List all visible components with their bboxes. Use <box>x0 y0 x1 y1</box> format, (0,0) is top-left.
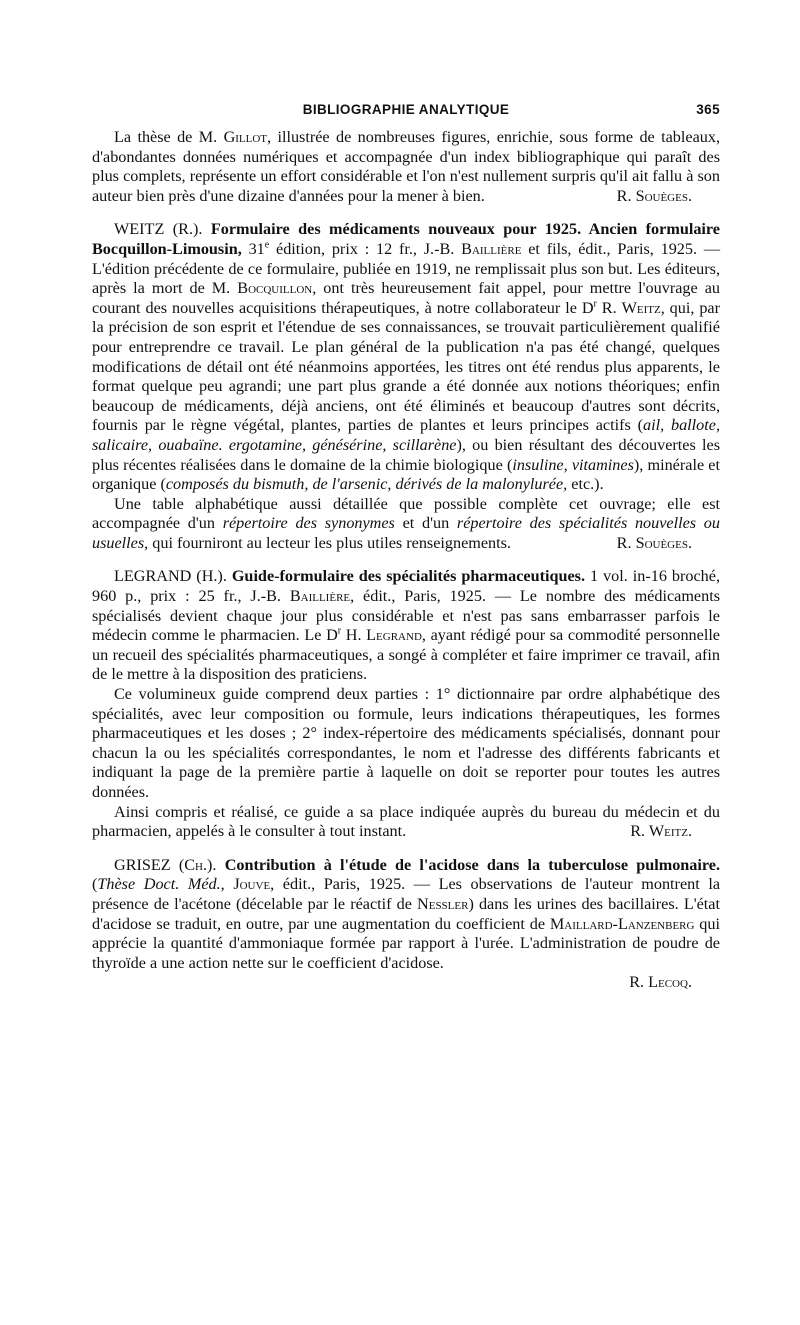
publisher-name: Baillière <box>289 587 351 606</box>
entry-title: Guide-formulaire des spécialités pharmaceutiques. <box>231 567 586 586</box>
review-legrand <box>92 567 720 841</box>
review-gillot <box>92 128 720 206</box>
publisher-name: Jouve <box>233 875 271 894</box>
review-paragraph: La thèse de M. Gillot, illustrée de nombreuses figures, enrichie, sous forme de tableaux, d'abondantes données numériques et accompagnée d'un index bibliographique qui paraît des plus complets, représente un effort considérable et l'on n'est nullement surpris qu'il ait fallu à son auteur bien près d'une dizaine d'années pour la mener à bien. R. Souèges. <box>92 128 720 205</box>
entry-title: Contribution à l'étude de l'acidose dans la tuberculose pulmonaire. <box>224 855 721 874</box>
review-paragraph: Ce volumineux guide comprend deux parties : 1° dictionnaire par ordre alphabétique des spécialités, avec leur composition ou formule, leurs indications thérapeutiques, les formes pharmaceutiques et les doses ; 2° index-répertoire des médicaments spécialisés, donnant pour chacun la ou les spécialités correspondantes, le nom et l'adresse des différents fabricants et indiquant la page de la première partie à laquelle on doit se reporter pour toutes les autres données. <box>92 685 720 801</box>
review-weitz <box>92 220 720 553</box>
reviewer-signature: R. Souèges. <box>616 186 692 205</box>
entry-author: LEGRAND (H.). <box>114 567 227 586</box>
review-paragraph: WEITZ (R.). Formulaire des médicaments nouveaux pour 1925. Ancien formulaire Bocquillon-Limousin, 31e édition, prix : 12 fr., J.-B. Baillière et fils, édit., Paris, 1925. — L'édition précédente de ce formulaire, publiée en 1919, ne remplissait plus son but. Les éditeurs, après la mort de M. Bocquillon, ont très heureusement fait appel, pour mettre l'ouvrage au courant des nouvelles acquisitions thérapeutiques, à notre collaborateur le $D^r$ R. Weitz, qui, par la précision de son esprit et l'étendue de ses connaissances, se trouvait particulièrement qualifié pour entreprendre ce travail. Le plan général de la publication n'a pas été changé, quelques modifications de détail ont été néanmoins apportées, les titres ont été rendus plus apparents, le format quelque peu agrandi; une part plus grande a été donnée aux notions théoriques; enfin beaucoup de médicaments, déjà anciens, ont été éliminés et beaucoup d'autres sont décrits, fournis par le règne végétal, plantes, parties de plantes et leurs principes actifs (ail, ballote, salicaire, ouabaïne. ergotamine, génésérine, scillarène), ou bien résultant des découvertes les plus récentes réalisées dans le domaine de la chimie biologique (insuline, vitamines), minérale et organique (composés du bismuth, de l'arsenic, dérivés de la malonylurée, etc.). <box>92 220 721 494</box>
reviewer-signature: R. Lecoq. <box>629 973 692 992</box>
page-number: 365 <box>696 102 720 117</box>
review-grisez <box>92 856 720 993</box>
entry-author: WEITZ (R.). <box>114 220 203 239</box>
person-name: Weitz <box>621 298 661 317</box>
review-paragraph: LEGRAND (H.). Guide-formulaire des spécialités pharmaceutiques. 1 vol. in-16 broché, 960 p., prix : 25 fr., J.-B. Baillière, édit., Paris, 1925. — Le nombre des médicaments spécialisés devient chaque jour plus considérable et n'est pas sans embarrasser parfois le médecin comme le pharmacien. Le $D^r$ H. Legrand, ayant rédigé pour sa commodité personnelle un recueil des spécialités pharmaceutiques, a songé à compléter et faire imprimer ce travail, afin de le mettre à la disposition des praticiens. <box>92 567 720 684</box>
entry-title: Formulaire des médicaments nouveaux pour 1925. Ancien formulaire Bocquillon-Limousin, <box>92 220 720 258</box>
reviewer-signature: R. Souèges. <box>616 533 692 552</box>
author-name: Gillot <box>223 128 268 146</box>
review-paragraph: GRISEZ (Ch.). Contribution à l'étude de l'acidose dans la tuberculose pulmonaire. (Thèse Doct. Méd., Jouve, édit., Paris, 1925. — Les observations de l'auteur montrent la présence de l'acétone (décelable par le réactif de Nessler) dans les urines des bacillaires. L'état d'acidose se traduit, en outre, par une augmentation du coefficient de Maillard-Lanzenberg qui apprécie la quantité d'ammoniaque formée par rapport à l'urée. L'administration de poudre de thyroïde a une action nette sur le coefficient d'acidose. <box>92 855 721 972</box>
person-name: Legrand <box>366 626 422 645</box>
person-name: Maillard-Lanzenberg <box>549 914 695 933</box>
review-paragraph: Une table alphabétique aussi détaillée que possible complète cet ouvrage; elle est accompagnée d'un répertoire des synonymes et d'un répertoire des spécialités nouvelles ou usuelles, qui fourniront au lecteur les plus utiles renseignements. R. Souèges. <box>92 494 720 552</box>
publisher-name: Baillière <box>461 239 522 258</box>
reviewer-signature: R. Weitz. <box>630 822 692 841</box>
review-paragraph: Ainsi compris et réalisé, ce guide a sa place indiquée auprès du bureau du médecin et du pharmacien, appelés à le consulter à tout instant. R. Weitz. <box>92 802 720 841</box>
person-name: Nessler <box>417 894 469 913</box>
running-header <box>92 102 720 122</box>
page-body <box>92 128 720 993</box>
person-name: Bocquillon <box>237 279 313 298</box>
running-title: BIBLIOGRAPHIE ANALYTIQUE <box>302 102 510 117</box>
